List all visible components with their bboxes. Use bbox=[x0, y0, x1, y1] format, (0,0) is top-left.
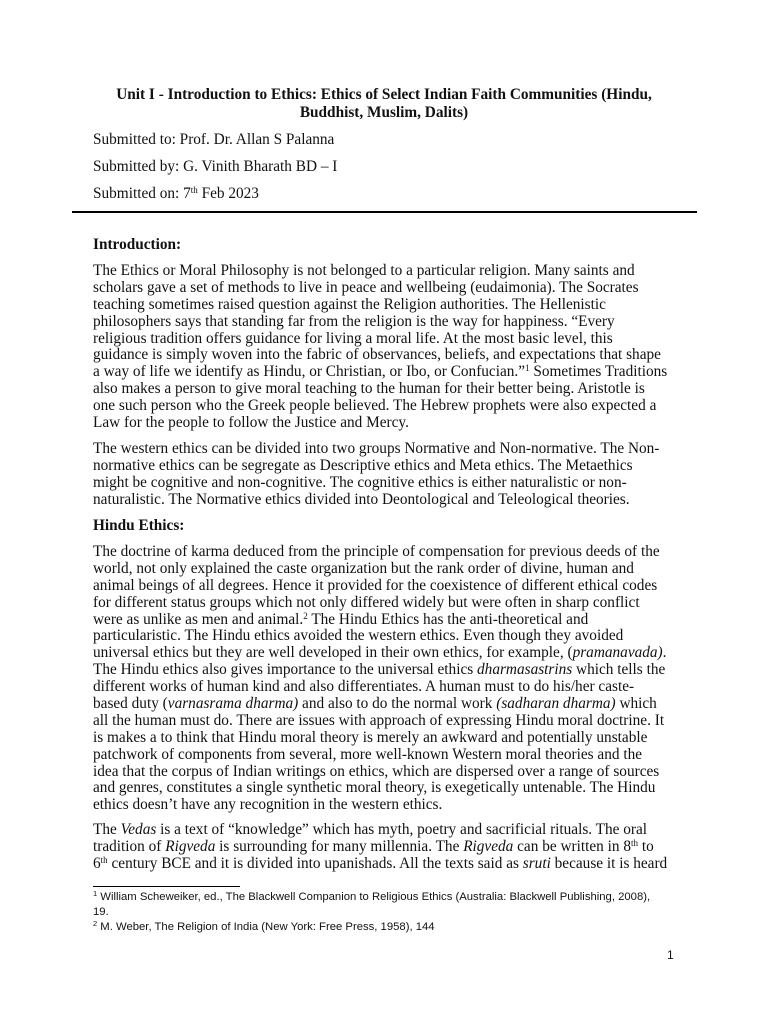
footnote-text: M. Weber, The Religion of India (New York: Free Press, 1958), 144 bbox=[97, 921, 435, 933]
paragraph-line: all the human must do. There are issues with approach of expressing Hindu moral doctrine. It bbox=[93, 711, 665, 729]
ordinal-suffix: th bbox=[630, 837, 638, 848]
paragraph-line: The western ethics can be divided into two groups Normative and Non-normative. The Non- bbox=[93, 440, 660, 457]
paragraph-line: patchwork of components from several, more well-known Western moral theories and the bbox=[93, 745, 643, 763]
italic-term: (sadharan dharma) bbox=[496, 695, 616, 713]
footnote-mark: 2 bbox=[93, 919, 98, 928]
paragraph-line bbox=[93, 364, 675, 381]
italic-term: dharmasastrins bbox=[477, 661, 573, 679]
text-run: because it is heard bbox=[550, 854, 668, 872]
title-line-2: Buddhist, Muslim, Dalits) bbox=[299, 104, 469, 121]
text-run: universal ethics but they are well developed in their own ethics, for example, ( bbox=[93, 644, 573, 662]
page-number: 1 bbox=[667, 948, 674, 962]
submitted-on-prefix: Submitted on: 7 bbox=[93, 185, 191, 202]
paragraph-line bbox=[93, 856, 675, 873]
text-run: were as unlike as men and animal. bbox=[93, 610, 304, 628]
paragraph-line: idea that the corpus of Indian writings on ethics, which are dispersed over a range of sources bbox=[93, 762, 660, 780]
text-run: century BCE and it is divided into upanishads. All the texts said as bbox=[107, 854, 523, 872]
footnote-ref-1[interactable]: 1 bbox=[525, 363, 530, 374]
paragraph-line bbox=[93, 612, 675, 629]
footnote-text: William Scheweiker, ed., The Blackwell Companion to Religious Ethics (Australia: Blackwell Publishing, 2008), bbox=[97, 891, 651, 903]
introduction-heading: Introduction: bbox=[93, 236, 182, 253]
text-run: can be written in 8 bbox=[513, 837, 631, 855]
paragraph-line: scholars gave a set of methods to live in peace and wellbeing (eudaimonia). The Socrates bbox=[93, 278, 639, 296]
footnote-1 bbox=[93, 890, 683, 920]
text-run: to bbox=[638, 837, 654, 855]
paragraph-line: philosophers says that standing far from the religion is the way for happiness. “Every bbox=[93, 312, 615, 330]
paragraph-line: guidance is simply woven into the fabric of observances, beliefs, and expectations that shape bbox=[93, 346, 661, 364]
submitted-to: Submitted to: Prof. Dr. Allan S Palanna bbox=[93, 131, 335, 148]
text-run: based duty ( bbox=[93, 695, 168, 713]
paragraph-line: for different status groups which not only differed widely but were often in sharp conflict bbox=[93, 593, 640, 611]
submitted-on-suffix: Feb 2023 bbox=[197, 185, 259, 202]
text-run: Sometimes Traditions bbox=[529, 363, 668, 381]
italic-term: Rigveda bbox=[165, 837, 216, 855]
paragraph-line bbox=[93, 822, 675, 839]
submitted-on-sup: th bbox=[190, 185, 198, 195]
footnote-2 bbox=[93, 920, 683, 935]
footnote-ref-2[interactable]: 2 bbox=[303, 610, 308, 621]
submitted-by: Submitted by: G. Vinith Bharath BD – I bbox=[93, 158, 338, 175]
text-run: which tells the bbox=[572, 661, 666, 679]
paragraph-line: particularistic. The Hindu ethics avoided the western ethics. Even though they avoided bbox=[93, 627, 624, 645]
paragraph-line: religious tradition offers guidance for living a moral life. At the most basic level, this bbox=[93, 329, 613, 347]
paragraph-line: naturalistic. The Normative ethics divided into Deontological and Teleological theories. bbox=[93, 490, 630, 508]
intro-paragraph-1 bbox=[93, 263, 675, 432]
paragraph-line bbox=[93, 662, 675, 679]
text-run: and also to do the normal work bbox=[298, 695, 497, 713]
text-run: The Hindu Ethics has the anti-theoretical and bbox=[307, 610, 589, 628]
footnote-divider bbox=[93, 886, 240, 887]
text-run: . bbox=[662, 644, 667, 662]
text-run: a way of life we identify as Hindu, or Christian, or Ibo, or Confucian.” bbox=[93, 363, 526, 381]
paragraph-line: The Ethics or Moral Philosophy is not belonged to a particular religion. Many saints and bbox=[93, 262, 635, 279]
paragraph-line: animal beings of all degrees. Hence it provided for the coexistence of different ethical codes bbox=[93, 576, 658, 594]
text-run: 6 bbox=[93, 854, 101, 872]
italic-term: Vedas bbox=[120, 821, 157, 838]
text-run: is a text of “knowledge” which has myth, poetry and sacrificial rituals. The oral bbox=[156, 821, 648, 838]
text-run: tradition of bbox=[93, 837, 166, 855]
ordinal-suffix: th bbox=[100, 854, 108, 865]
italic-term: varnasrama dharma) bbox=[167, 695, 299, 713]
text-run: The Hindu ethics also gives importance to the universal ethics bbox=[93, 661, 478, 679]
footnote-text-cont: 19. bbox=[93, 906, 109, 918]
italic-term: Rigveda bbox=[463, 837, 514, 855]
submitted-on bbox=[93, 185, 259, 203]
hindu-paragraph-2 bbox=[93, 822, 675, 873]
paragraph-line bbox=[93, 839, 675, 856]
hindu-ethics-heading: Hindu Ethics: bbox=[93, 517, 185, 534]
paragraph-line: The doctrine of karma deduced from the principle of compensation for previous deeds of the bbox=[93, 543, 660, 560]
paragraph-line: ethics doesn’t have any recognition in the western ethics. bbox=[93, 796, 443, 814]
paragraph-line: also makes a person to give moral teaching to the human for their better being. Aristotle is bbox=[93, 380, 645, 398]
paragraph-line bbox=[93, 645, 675, 662]
italic-term: pramanavada) bbox=[572, 644, 663, 662]
footnote-mark: 1 bbox=[93, 889, 98, 898]
italic-term: sruti bbox=[522, 854, 551, 872]
intro-paragraph-2 bbox=[93, 441, 675, 509]
hindu-paragraph-1 bbox=[93, 544, 675, 814]
paragraph-line: different works of human kind and also differentiates. A human must to do his/her caste- bbox=[93, 678, 635, 696]
paragraph-line: normative ethics can be segregate as Descriptive ethics and Meta ethics. The Metaethics bbox=[93, 456, 633, 474]
text-run: which bbox=[615, 695, 657, 713]
document-title bbox=[93, 86, 675, 122]
paragraph-line bbox=[93, 696, 675, 713]
paragraph-line: Law for the people to follow the Justice and Mercy. bbox=[93, 414, 409, 432]
paragraph-line: and genres, constitutes a single synthetic moral theory, is exegetically untenable. The Hindu bbox=[93, 779, 656, 797]
paragraph-line: might be cognitive and non-cognitive. The cognitive ethics is either naturalistic or non- bbox=[93, 473, 627, 491]
paragraph-line: one such person who the Greek people believed. The Hebrew prophets were also expected a bbox=[93, 397, 657, 415]
text-run: The bbox=[93, 821, 121, 838]
title-line-1: Unit I - Introduction to Ethics: Ethics of Select Indian Faith Communities (Hindu, bbox=[116, 86, 652, 103]
header-divider bbox=[72, 211, 697, 213]
paragraph-line: world, not only explained the caste organization but the rank order of divine, human and bbox=[93, 559, 634, 577]
paragraph-line: is makes a to think that Hindu moral theory is merely an awkward and potentially unstable bbox=[93, 728, 648, 746]
text-run: is surrounding for many millennia. The bbox=[215, 837, 464, 855]
paragraph-line: teaching sometimes raised question against the Religion authorities. The Hellenistic bbox=[93, 295, 606, 313]
